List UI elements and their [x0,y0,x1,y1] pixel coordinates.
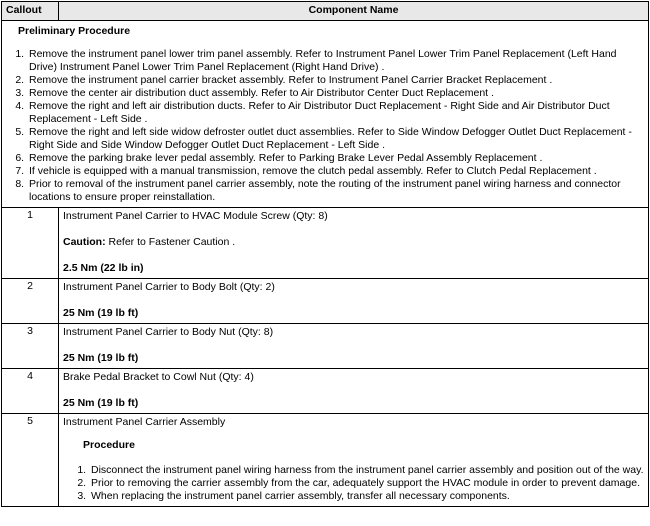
component-cell [59,369,649,414]
procedure-step: 3. When replacing the instrument panel carrier assembly, transfer all necessary components. [89,490,644,503]
callout-number: 3 [2,324,59,369]
preliminary-steps [10,48,642,204]
component-name: Instrument Panel Carrier to Body Bolt (Qty: 2) [63,281,275,293]
torque-spec: 25 Nm (19 lb ft) [63,397,139,409]
component-cell [59,324,649,369]
preliminary-cell [2,21,649,208]
caution-text: Refer to Fastener Caution . [105,236,236,248]
component-name: Instrument Panel Carrier to Body Nut (Qty: 8) [63,326,274,338]
procedure-title: Procedure [83,439,135,451]
component-name: Instrument Panel Carrier to HVAC Module Screw (Qty: 8) [63,210,328,222]
callout-header: Callout [2,2,59,21]
callout-number: 1 [2,208,59,279]
preliminary-title: Preliminary Procedure [18,25,131,37]
preliminary-step: 5. Remove the right and left side widow defroster outlet duct assemblies. Refer to Side Window Defogger Outlet Duct Replacement - Right Side and Side Window Defogger Outlet Duct Replacement - Left Side . [27,126,642,152]
preliminary-row [2,21,649,208]
component-name: Instrument Panel Carrier Assembly [63,416,226,428]
component-cell [59,414,649,507]
preliminary-step: 6. Remove the parking brake lever pedal assembly. Refer to Parking Brake Lever Pedal Assembly Replacement . [27,152,642,165]
preliminary-step: 3. Remove the center air distribution duct assembly. Refer to Air Distributor Center Duct Replacement . [27,87,642,100]
table-row [2,208,649,279]
procedure-table [1,1,649,507]
callout-number: 2 [2,279,59,324]
preliminary-step: 8. Prior to removal of the instrument panel carrier assembly, note the routing of the instrument panel wiring harness and connector locations to ensure proper reinstallation. [27,178,642,204]
procedure-steps [63,464,644,503]
preliminary-step: 7. If vehicle is equipped with a manual transmission, remove the clutch pedal assembly. Refer to Clutch Pedal Replacement . [27,165,642,178]
table-row [2,279,649,324]
torque-spec: 2.5 Nm (22 lb in) [63,262,144,274]
caution-label: Caution: [63,236,106,248]
caution-note [63,236,644,249]
torque-spec: 25 Nm (19 lb ft) [63,352,139,364]
component-cell [59,208,649,279]
preliminary-step: 4. Remove the right and left air distribution ducts. Refer to Air Distributor Duct Replacement - Right Side and Air Distributor Duct Replacement - Left Side . [27,100,642,126]
table-row [2,369,649,414]
header-row [2,2,649,21]
callout-number: 5 [2,414,59,507]
procedure-step: 1. Disconnect the instrument panel wiring harness from the instrument panel carrier assembly and position out of the way. [89,464,644,477]
table-row [2,414,649,507]
component-cell [59,279,649,324]
component-name-header: Component Name [59,2,649,21]
preliminary-step: 1. Remove the instrument panel lower trim panel assembly. Refer to Instrument Panel Lower Trim Panel Replacement (Left Hand Drive) Instrument Panel Lower Trim Panel Replacement (Right Hand Drive) . [27,48,642,74]
procedure-step: 2. Prior to removing the carrier assembly from the car, adequately support the HVAC module in order to prevent damage. [89,477,644,490]
preliminary-step: 2. Remove the instrument panel carrier bracket assembly. Refer to Instrument Panel Carrier Bracket Replacement . [27,74,642,87]
callout-number: 4 [2,369,59,414]
component-name: Brake Pedal Bracket to Cowl Nut (Qty: 4) [63,371,254,383]
table-row [2,324,649,369]
torque-spec: 25 Nm (19 lb ft) [63,307,139,319]
